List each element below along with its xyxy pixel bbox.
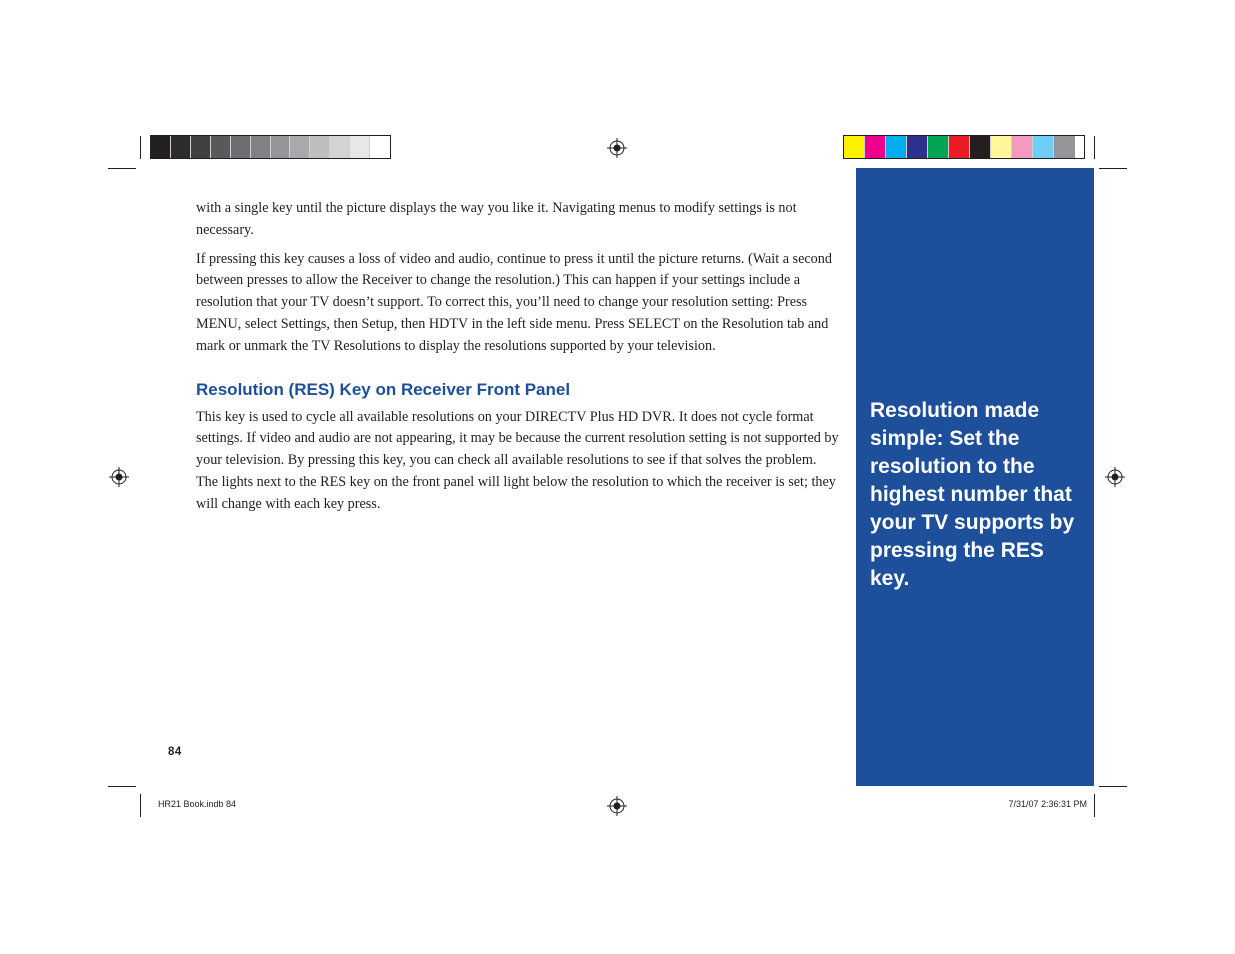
registration-mark-icon	[607, 138, 627, 158]
registration-mark-icon	[109, 467, 129, 487]
body-paragraph: This key is used to cycle all available resolutions on your DIRECTV Plus HD DVR. It does not cycle format settings. If video and audio are not appearing, it may be because the current resolution setting is not supported by your television. By pressing this key, you can check all available resolutions to see if that solves the problem. The lights next to the RES key on the front panel will light below the resolution to which the receiver is set; they will change with each key press.	[196, 408, 839, 512]
sidebar-panel	[856, 168, 1094, 786]
grayscale-swatch	[191, 136, 211, 158]
color-swatch	[1054, 136, 1075, 158]
crop-mark	[1099, 168, 1127, 169]
body-paragraph: If pressing this key causes a loss of video and audio, continue to press it until the picture returns. (Wait a second between presses to allow the Receiver to change the resolution.) This can happen if your settings include a resolution that your TV doesn’t support. To correct this, you’ll need to change your resolution setting: Press MENU, select Settings, then Setup, then HDTV in the left side menu. Press SELECT on the Resolution tab and mark or unmark the TV Resolutions to display the resolutions supported by your television.	[196, 250, 832, 354]
color-swatch	[928, 136, 949, 158]
color-swatch	[1012, 136, 1033, 158]
registration-mark-icon	[1105, 467, 1125, 487]
crop-mark	[108, 168, 136, 169]
grayscale-swatch	[310, 136, 330, 158]
grayscale-bar	[150, 135, 391, 159]
grayscale-swatch	[290, 136, 310, 158]
color-swatch	[865, 136, 886, 158]
color-swatch	[1033, 136, 1054, 158]
grayscale-swatch	[211, 136, 231, 158]
grayscale-swatch	[151, 136, 171, 158]
slug-timestamp: 7/31/07 2:36:31 PM	[1008, 799, 1087, 809]
color-swatch	[970, 136, 991, 158]
grayscale-swatch	[231, 136, 251, 158]
color-swatch	[886, 136, 907, 158]
crop-mark	[140, 136, 141, 159]
section-heading: Resolution (RES) Key on Receiver Front Panel	[196, 379, 571, 399]
grayscale-swatch	[251, 136, 271, 158]
crop-mark	[108, 786, 136, 787]
crop-mark	[1094, 136, 1095, 159]
body-paragraph: with a single key until the picture displays the way you like it. Navigating menus to modify settings is not necessary.	[196, 200, 797, 238]
crop-mark	[140, 794, 141, 817]
color-bar	[843, 135, 1085, 159]
sidebar-callout: Resolution made simple: Set the resolution to the highest number that your TV supports by pressing the RES key.	[870, 399, 1075, 590]
grayscale-swatch	[350, 136, 370, 158]
grayscale-swatch	[171, 136, 191, 158]
color-swatch	[991, 136, 1012, 158]
body-text-column	[196, 198, 840, 523]
page-number: 84	[168, 746, 182, 758]
slug-file: HR21 Book.indb 84	[158, 799, 237, 809]
grayscale-swatch	[330, 136, 350, 158]
registration-mark-icon	[607, 796, 627, 816]
color-swatch	[949, 136, 970, 158]
color-swatch	[844, 136, 865, 158]
crop-mark	[1094, 794, 1095, 817]
crop-mark	[1099, 786, 1127, 787]
grayscale-swatch	[370, 136, 390, 158]
color-swatch	[907, 136, 928, 158]
grayscale-swatch	[271, 136, 291, 158]
